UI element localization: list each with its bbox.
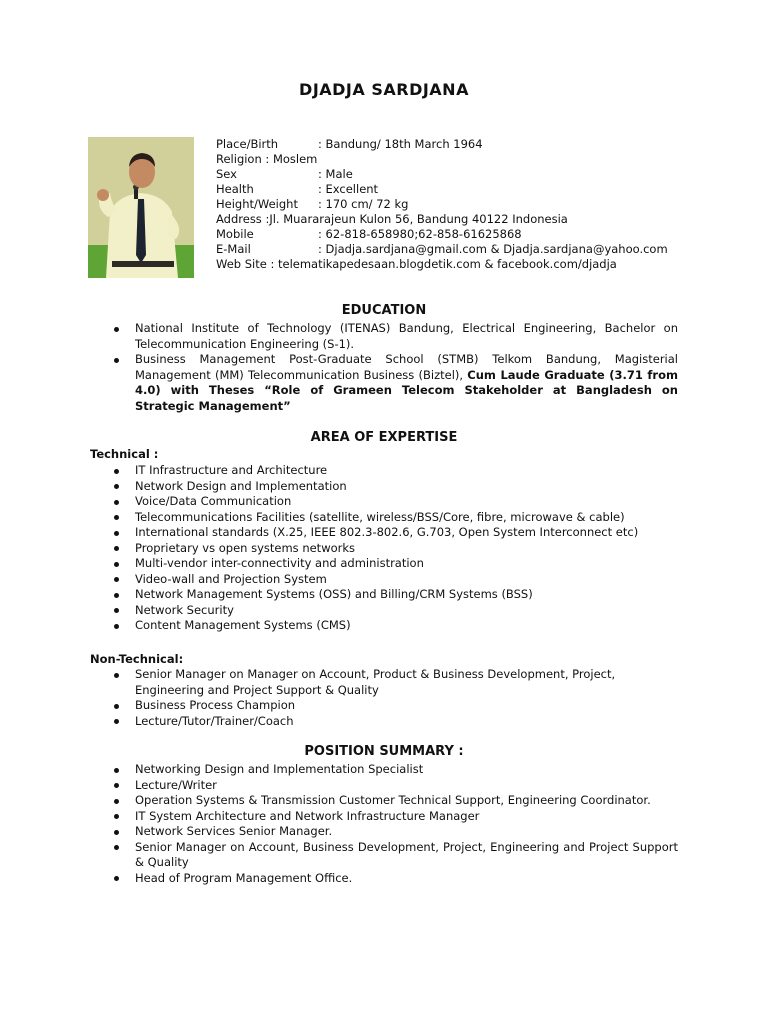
list-item: Voice/Data Communication [110,494,678,510]
education-text: National Institute of Technology (ITENAS) Bandung, Electrical Engineering, Bachelor on Telecommunication Engineering (S-1). [135,321,678,351]
education-list [110,321,678,414]
list-item: Content Management Systems (CMS) [110,618,678,634]
list-item: IT System Architecture and Network Infrastructure Manager [110,809,678,825]
technical-list [110,463,678,634]
profile-photo [88,137,194,278]
info-label: Religion : Moslem [216,152,318,166]
list-item: Network Design and Implementation [110,479,678,495]
info-value: : Djadja.sardjana@gmail.com & Djadja.sardjana@yahoo.com [318,242,668,256]
education-honors: Cum Laude Graduate (3.71 from 4.0) with Theses “Role of Grameen Telecom Stakeholder at Bangladesh on Strategic Management” [135,367,678,413]
position-list [110,762,678,886]
info-label: Web Site : telematikapedesaan.blogdetik.com & facebook.com/djadja [216,257,617,271]
technical-label: Technical : [90,447,159,461]
info-label: Address :Jl. Muararajeun Kulon 56, Bandung 40122 Indonesia [216,212,568,226]
info-label: Health [216,182,254,196]
info-value: : 62-818-658980;62-858-61625868 [318,227,522,241]
info-label: Mobile [216,227,254,241]
list-item [110,352,678,414]
education-heading: EDUCATION [341,303,427,318]
info-value: : Excellent [318,182,379,196]
list-item: Lecture/Tutor/Trainer/Coach [110,714,678,730]
list-item: Senior Manager on Manager on Account, Product & Business Development, Project, Engineering and Project Support & Quality [110,667,678,698]
info-value: : Male [318,167,353,181]
position-summary-heading: POSITION SUMMARY : [304,744,464,759]
list-item: International standards (X.25, IEEE 802.3-802.6, G.703, Open System Interconnect etc) [110,525,678,541]
non-technical-label: Non-Technical: [90,652,184,666]
list-item: Operation Systems & Transmission Customer Technical Support, Engineering Coordinator. [110,793,678,809]
list-item: Business Process Champion [110,698,678,714]
list-item: Telecommunications Facilities (satellite, wireless/BSS/Core, fibre, microwave & cable) [110,510,678,526]
expertise-heading: AREA OF EXPERTISE [310,430,458,445]
list-item: Network Management Systems (OSS) and Billing/CRM Systems (BSS) [110,587,678,603]
page-title: DJADJA SARDJANA [299,80,469,99]
info-label: Place/Birth [216,137,279,151]
list-item: IT Infrastructure and Architecture [110,463,678,479]
education-text: Business Management Post-Graduate School (STMB) Telkom Bandung, Magisterial Management (MM) Telecommunication Business (Biztel), [135,352,678,382]
list-item: Networking Design and Implementation Specialist [110,762,678,778]
list-item: Head of Program Management Office. [110,871,678,887]
list-item: Network Services Senior Manager. [110,824,678,840]
list-item: Multi-vendor inter-connectivity and administration [110,556,678,572]
info-label: Sex [216,167,237,181]
info-label: E-Mail [216,242,251,256]
list-item: Network Security [110,603,678,619]
info-value: : 170 cm/ 72 kg [318,197,409,211]
info-label: Height/Weight [216,197,298,211]
info-value: : Bandung/ 18th March 1964 [318,137,483,151]
list-item: Senior Manager on Account, Business Development, Project, Engineering and Project Support & Quality [110,840,678,871]
list-item: Proprietary vs open systems networks [110,541,678,557]
list-item: Video-wall and Projection System [110,572,678,588]
non-technical-list [110,667,678,729]
list-item: Lecture/Writer [110,778,678,794]
list-item [110,321,678,352]
